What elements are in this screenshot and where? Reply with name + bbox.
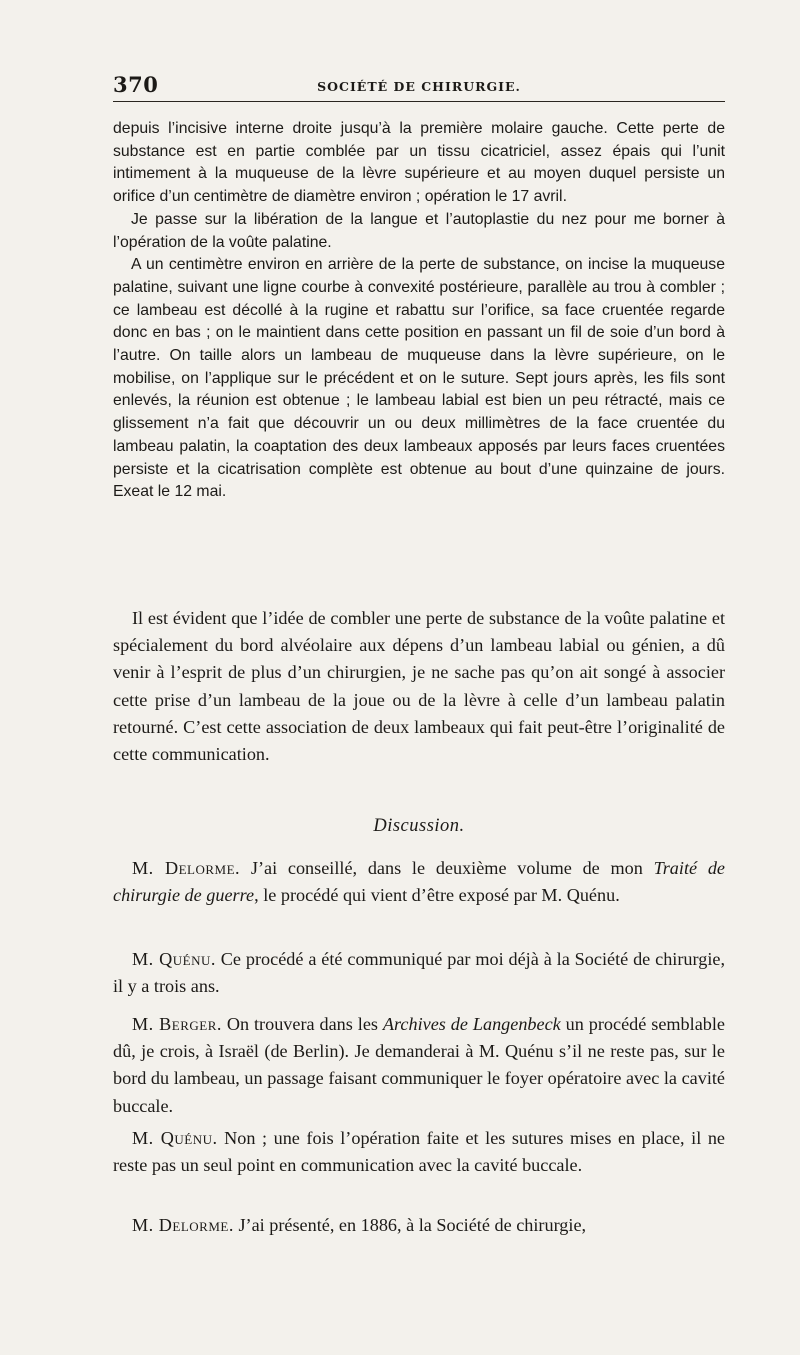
case-paragraph: depuis l’incisive interne droite jusqu’à la première molaire gauche. Cette perte de substance est en partie comblée par un tissu cicatriciel, assez épais qui l’unit intimement à la muqueuse de la lèvre supérieure et au moyen duquel persiste un orifice d’un centimètre de diamètre environ ; opération le 17 avril. (113, 120, 725, 206)
speaker-name: M. Quénu. (132, 1128, 218, 1148)
page-number: 370 (113, 72, 159, 97)
entry-text: un procédé semblable dû, je crois, à Israël (de Berlin). Je demanderai à M. Quénu s’il ne reste pas, sur le bord du lambeau, un passage faisant communiquer le foyer opératoire avec la cavité buccale. (113, 1014, 725, 1116)
case-report (113, 118, 725, 504)
running-head: SOCIÉTÉ DE CHIRURGIE. (317, 79, 521, 94)
discussion-entry (113, 1011, 725, 1120)
entry-text: Non ; une fois l’opération faite et les sutures mises en place, il ne reste pas un seul point en communication avec la cavité buccale. (113, 1128, 725, 1176)
case-paragraph: A un centimètre environ en arrière de la perte de substance, on incise la muqueuse palatine, suivant une ligne courbe à convexité postérieure, parallèle au trou à combler ; ce lambeau est décollé à la rugine et rabattu sur l’orifice, sa face cruentée regarde donc en bas ; on le maintient dans cette position en passant un fil de soie d’un bord à l’autre. On taille alors un lambeau de muqueuse dans la lèvre supérieure, on le mobilise, on l’applique sur le précédent et on le suture. Sept jours après, les fils sont enlevés, la réunion est obtenue ; le lambeau labial est bien un peu rétracté, mais ce glissement n’a fait que découvrir un ou deux millimètres de la face cruentée du lambeau palatin, la coaptation des deux lambeaux apposés par leurs faces cruentées persiste et la cicatrisation complète est obtenue au bout d’une quinzaine de jours. Exeat le 12 mai. (113, 256, 725, 501)
book-title: Traité de chirurgie de guerre (113, 858, 725, 906)
discussion-entry (113, 1125, 725, 1179)
entry-text: Ce procédé a été communiqué par moi déjà à la Société de chirurgie, il y a trois ans. (113, 949, 725, 997)
discussion-entry (113, 1212, 725, 1239)
speaker-name: M. Delorme. (132, 1215, 234, 1235)
case-paragraph: Je passe sur la libération de la langue et l’autoplastie du nez pour me borner à l’opération de la voûte palatine. (113, 210, 725, 251)
entry-text: On trouvera dans les (221, 1014, 383, 1034)
entry-text: J’ai conseillé, dans le deuxième volume de mon (240, 858, 654, 878)
discussion-entry (113, 946, 725, 1000)
header-rule (113, 101, 725, 102)
page-header (113, 70, 725, 100)
speaker-name: M. Quénu. (132, 949, 216, 969)
entry-text: J’ai présenté, en 1886, à la Société de chirurgie, (233, 1215, 587, 1235)
speaker-name: M. Berger. (132, 1014, 222, 1034)
discussion-entry (113, 855, 725, 909)
speaker-name: M. Delorme. (132, 858, 241, 878)
book-title: Archives de Langenbeck (382, 1014, 561, 1034)
entry-text: , le procédé qui vient d’être exposé par M. Quénu. (254, 885, 620, 906)
conclusion-paragraph: Il est évident que l’idée de combler une perte de substance de la voûte palatine et spécialement du bord alvéolaire aux dépens d’un lambeau labial ou génien, a dû venir à l’esprit de plus d’un chirurgien, je ne sache pas qu’on ait songé à associer cette prise d’un lambeau de la joue ou de la lèvre à celle d’un lambeau palatin retourné. C’est cette association de deux lambeaux qui fait peut-être l’originalité de cette communication. (113, 608, 725, 765)
discussion-heading: Discussion. (373, 816, 465, 836)
